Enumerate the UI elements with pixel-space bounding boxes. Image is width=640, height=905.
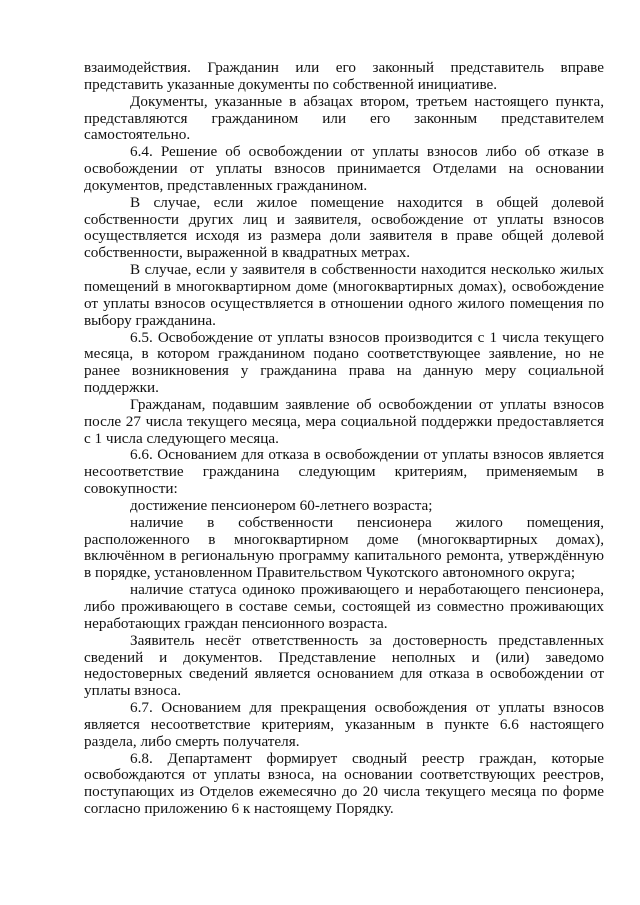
paragraph-documents-self: Документы, указанные в абзацах втором, третьем настоящего пункта, представляются гражданином или его законным представителем самостоятельно. — [84, 92, 604, 144]
paragraph-several-premises: В случае, если у заявителя в собственности находится несколько жилых помещений в многоквартирном доме (многоквартирных домах), освобождение от уплаты взносов осуществляется в отношении одного жилого помещения по выбору гражданина. — [84, 261, 604, 329]
paragraph-6-7: 6.7. Основанием для прекращения освобождения от уплаты взносов является несоответствие критериям, указанным в пункте 6.6 настоящего раздела, либо смерть получателя. — [84, 699, 604, 750]
paragraph-6-4: 6.4. Решение об освобождении от уплаты взносов либо об отказе в освобождении от уплаты взносов принимается Отделами на основании документов, представленных гражданином. — [84, 143, 604, 194]
paragraph-shared-ownership: В случае, если жилое помещение находится в общей долевой собственности других лиц и заявителя, освобождение от уплаты взносов осуществляется исходя из размера доли заявителя в праве общей долевой собственности, выраженной в квадратных метрах. — [84, 193, 604, 262]
criterion-status: наличие статуса одиноко проживающего и неработающего пенсионера, либо проживающего в составе семьи, состоящей из совместно проживающих неработающих граждан пенсионного возраста. — [84, 581, 604, 632]
paragraph-responsibility: Заявитель несёт ответственность за достоверность представленных сведений и документов. Представление неполных и (или) заведомо недостоверных сведений является основанием для отказа в освобождении от уплаты взноса. — [84, 631, 604, 700]
paragraph-after-27th: Гражданам, подавшим заявление об освобождении от уплаты взносов после 27 числа текущего месяца, мера социальной поддержки предоставляется с 1 числа следующего месяца. — [84, 395, 604, 447]
criterion-ownership: наличие в собственности пенсионера жилого помещения, расположенного в многоквартирном доме (многоквартирных домах), включённом в региональную программу капитального ремонта, утверждённую в порядке, установленном Правительством Чукотского автономного округа; — [84, 513, 604, 582]
paragraph-continuation: взаимодействия. Гражданин или его законный представитель вправе представить указанные документы по собственной инициативе. — [84, 59, 604, 93]
paragraph-6-8: 6.8. Департамент формирует сводный реестр граждан, которые освобождаются от уплаты взноса, на основании соответствующих реестров, поступающих из Отделов ежемесячно до 20 числа текущего месяца по форме согласно приложению 6 к настоящему Порядку. — [84, 749, 604, 818]
paragraph-6-5: 6.5. Освобождение от уплаты взносов производится с 1 числа текущего месяца, в котором гражданином подано соответствующее заявление, но не ранее возникновения у гражданина права на данную меру социальной поддержки. — [84, 328, 604, 397]
document-page — [84, 60, 604, 818]
paragraph-6-6: 6.6. Основанием для отказа в освобождении от уплаты взносов является несоответствие гражданина следующим критериям, применяемым в совокупности: — [84, 446, 604, 498]
criterion-age: достижение пенсионером 60-летнего возраста; — [130, 496, 433, 514]
